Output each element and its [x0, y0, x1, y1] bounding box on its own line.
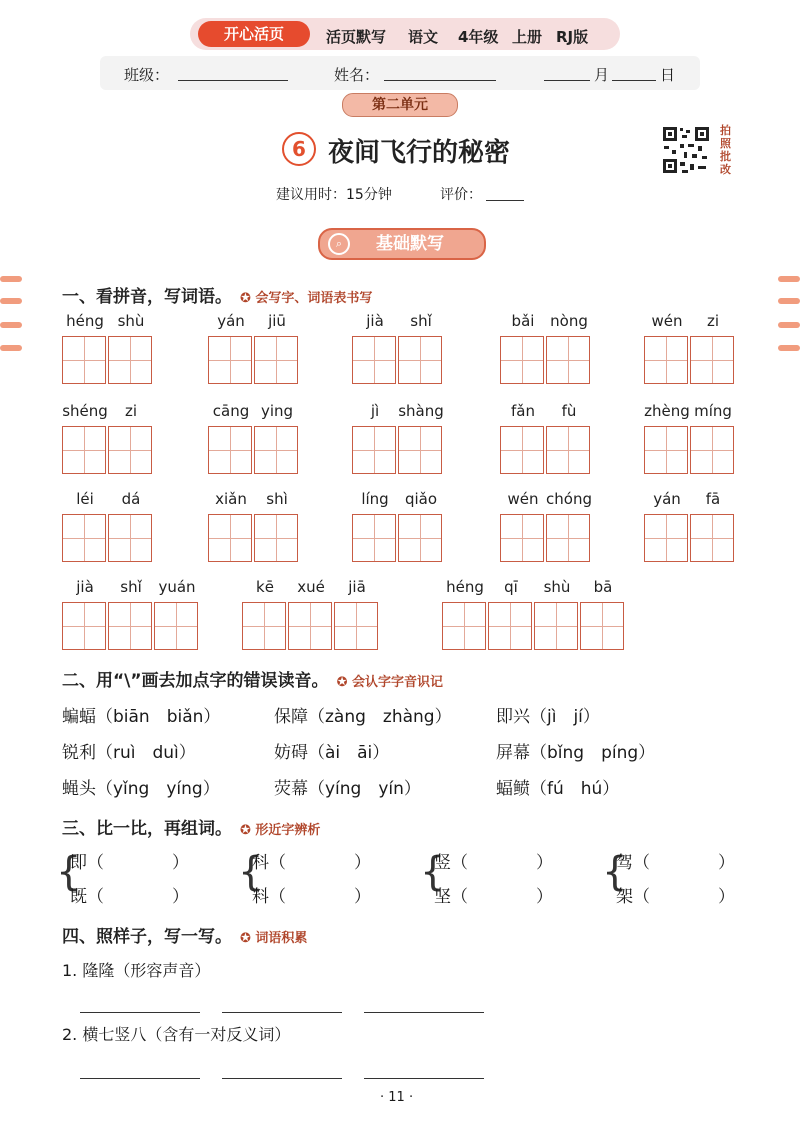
q3-item[interactable]: 既（ ） [70, 887, 189, 907]
name-field[interactable] [384, 64, 496, 81]
pinyin-syllable: wén [651, 312, 683, 330]
writing-box[interactable] [398, 426, 442, 474]
q3-item[interactable]: 料（ ） [252, 887, 371, 907]
writing-box[interactable] [352, 336, 396, 384]
writing-box[interactable] [254, 426, 298, 474]
writing-box[interactable] [254, 514, 298, 562]
pinyin-syllable: fǎn [511, 402, 535, 420]
writing-box[interactable] [208, 514, 252, 562]
pinyin-syllable: dá [121, 490, 141, 508]
writing-box[interactable] [154, 602, 198, 650]
pinyin-syllable: cāng [212, 402, 250, 420]
pinyin-syllable: fù [561, 402, 577, 420]
series-label: 活页默写 [326, 28, 387, 46]
pinyin-syllable: bā [593, 578, 613, 596]
brace: { [602, 849, 628, 895]
pinyin-syllable: zi [706, 312, 720, 330]
q2-item[interactable]: 锐利（ruì duì） [62, 743, 196, 763]
q4-tag-text: 词语积累 [255, 931, 308, 946]
answer-line[interactable] [80, 1060, 200, 1079]
pinyin-syllable: jì [370, 402, 380, 420]
answer-line[interactable] [364, 1060, 484, 1079]
q2-item[interactable]: 屏幕（bǐng píng） [496, 743, 656, 763]
q3-item[interactable]: 竖（ ） [434, 853, 553, 873]
pinyin-syllable: zhèng [644, 402, 690, 420]
answer-line[interactable] [222, 1060, 342, 1079]
q1-tag: ✪ 会写字、词语表书写 [240, 291, 373, 306]
writing-box[interactable] [398, 514, 442, 562]
q3-heading [62, 814, 320, 839]
decor-stripe [0, 345, 22, 351]
magnifier-icon: ⌕ [328, 233, 350, 255]
q2-tag: ✪ 会认字字音识记 [336, 675, 443, 690]
writing-box[interactable] [500, 514, 544, 562]
pinyin-syllable: yán [217, 312, 245, 330]
class-label: 班级： [124, 66, 170, 84]
pinyin-syllable: míng [694, 402, 732, 420]
pinyin-syllable: xué [297, 578, 325, 596]
decor-stripe [778, 322, 800, 328]
decor-stripe [0, 276, 22, 282]
q4-title: 四、照样子，写一写。 [62, 927, 232, 947]
writing-box[interactable] [534, 602, 578, 650]
writing-box[interactable] [254, 336, 298, 384]
q2-item[interactable]: 荧幕（yíng yín） [274, 779, 421, 799]
pinyin-syllable: qiǎo [404, 490, 438, 508]
answer-line[interactable] [364, 994, 484, 1013]
pinyin-syllable: yuán [158, 578, 196, 596]
writing-box[interactable] [108, 336, 152, 384]
writing-box[interactable] [500, 336, 544, 384]
writing-box[interactable] [108, 426, 152, 474]
writing-box[interactable] [690, 514, 734, 562]
writing-box[interactable] [208, 336, 252, 384]
writing-box[interactable] [288, 602, 332, 650]
brace: { [238, 849, 264, 895]
writing-box[interactable] [546, 336, 590, 384]
writing-box[interactable] [242, 602, 286, 650]
qr-note: 拍照批改 [720, 124, 731, 176]
suggested-time: 建议用时：15分钟 [276, 187, 392, 203]
q2-item[interactable]: 蝇头（yǐng yíng） [62, 779, 220, 799]
pinyin-syllable: léi [76, 490, 94, 508]
pinyin-syllable: chóng [546, 490, 592, 508]
pinyin-syllable: jiā [348, 578, 366, 596]
day-label: 日 [660, 66, 676, 84]
subject-label: 语文 [408, 28, 439, 46]
q3-item[interactable]: 坚（ ） [434, 887, 553, 907]
answer-line[interactable] [222, 994, 342, 1013]
pinyin-syllable: ying [260, 402, 294, 420]
writing-box[interactable] [62, 602, 106, 650]
q3-item[interactable]: 架（ ） [616, 887, 735, 907]
writing-box[interactable] [108, 514, 152, 562]
qr-code-icon [662, 126, 710, 174]
writing-box[interactable] [644, 514, 688, 562]
pinyin-syllable: wén [507, 490, 539, 508]
pinyin-syllable: yán [653, 490, 681, 508]
q2-title: 二、用“\”画去加点字的错误读音。 [62, 671, 329, 691]
pinyin-syllable: xiǎn [215, 490, 247, 508]
pinyin-syllable: qī [504, 578, 518, 596]
q4-tag: ✪ 词语积累 [240, 931, 308, 946]
q3-item[interactable]: 驾（ ） [616, 853, 735, 873]
q3-tag: ✪ 形近字辨析 [240, 823, 321, 838]
pinyin-syllable: bǎi [511, 312, 535, 330]
writing-box[interactable] [690, 336, 734, 384]
pinyin-syllable: kē [256, 578, 274, 596]
q3-item[interactable]: 即（ ） [70, 853, 189, 873]
writing-box[interactable] [62, 514, 106, 562]
q3-item[interactable]: 科（ ） [252, 853, 371, 873]
writing-box[interactable] [500, 426, 544, 474]
answer-line[interactable] [80, 994, 200, 1013]
brace: { [420, 849, 446, 895]
writing-box[interactable] [108, 602, 152, 650]
section-label: 基础默写 [376, 234, 444, 254]
pinyin-syllable: shì [266, 490, 288, 508]
edition-label: RJ版 [556, 28, 589, 46]
decor-stripe [778, 345, 800, 351]
month-field[interactable] [544, 64, 590, 81]
pinyin-syllable: shǐ [120, 578, 142, 596]
q4-heading [62, 922, 307, 947]
pinyin-syllable: zi [124, 402, 138, 420]
pinyin-syllable: jiū [268, 312, 286, 330]
q3-tag-text: 形近字辨析 [255, 823, 321, 838]
writing-box[interactable] [62, 336, 106, 384]
lesson-title: 夜间飞行的秘密 [328, 138, 511, 168]
pinyin-syllable: héng [446, 578, 484, 596]
q2-item[interactable]: 蝠鲼（fú hú） [496, 779, 620, 799]
writing-box[interactable] [488, 602, 532, 650]
evaluation-label: 评价： [440, 187, 482, 203]
decor-stripe [778, 298, 800, 304]
writing-box[interactable] [644, 336, 688, 384]
volume-label: 上册 [512, 28, 543, 46]
q1-tag-text: 会写字、词语表书写 [255, 291, 373, 306]
q1-title: 一、看拼音，写词语。 [62, 287, 232, 307]
pinyin-syllable: jià [76, 578, 94, 596]
writing-box[interactable] [442, 602, 486, 650]
pinyin-syllable: jià [366, 312, 384, 330]
writing-box[interactable] [398, 336, 442, 384]
class-field[interactable] [178, 64, 288, 81]
q2-tag-text: 会认字字音识记 [351, 675, 443, 690]
writing-box[interactable] [62, 426, 106, 474]
decor-stripe [0, 322, 22, 328]
q2-item[interactable]: 即兴（jì jí） [496, 707, 600, 727]
writing-box[interactable] [690, 426, 734, 474]
q3-title: 三、比一比，再组词。 [62, 819, 232, 839]
writing-box[interactable] [208, 426, 252, 474]
pinyin-syllable: shǐ [410, 312, 432, 330]
name-label: 姓名： [334, 66, 380, 84]
pinyin-syllable: shéng [62, 402, 108, 420]
pinyin-syllable: nòng [550, 312, 588, 330]
pinyin-syllable: shù [117, 312, 145, 330]
q2-heading [62, 666, 443, 691]
pinyin-syllable: líng [361, 490, 389, 508]
pinyin-syllable: shàng [398, 402, 444, 420]
month-label: 月 [594, 66, 610, 84]
q1-heading [62, 282, 372, 307]
brand-logo: 开心活页 [198, 21, 310, 47]
pinyin-syllable: shù [543, 578, 571, 596]
q2-item[interactable]: 保障（zàng zhàng） [274, 707, 452, 727]
decor-stripe [0, 298, 22, 304]
lesson-number: 6 [282, 132, 316, 166]
writing-box[interactable] [546, 426, 590, 474]
writing-box[interactable] [352, 514, 396, 562]
q4-item: 2. 横七竖八（含有一对反义词） [62, 1025, 291, 1044]
q2-item[interactable]: 蝙蝠（biān biǎn） [62, 707, 221, 727]
brace: { [56, 849, 82, 895]
writing-box[interactable] [352, 426, 396, 474]
writing-box[interactable] [334, 602, 378, 650]
grade-label: 4年级 [458, 28, 499, 46]
writing-box[interactable] [580, 602, 624, 650]
q4-item: 1. 隆隆（形容声音） [62, 961, 211, 980]
page-number: · 11 · [380, 1090, 414, 1105]
decor-stripe [778, 276, 800, 282]
writing-box[interactable] [644, 426, 688, 474]
pinyin-syllable: fā [705, 490, 721, 508]
unit-badge: 第二单元 [342, 93, 458, 117]
q2-item[interactable]: 妨碍（ài āi） [274, 743, 390, 763]
evaluation-field[interactable] [486, 184, 524, 201]
day-field[interactable] [612, 64, 656, 81]
writing-box[interactable] [546, 514, 590, 562]
pinyin-syllable: héng [66, 312, 104, 330]
